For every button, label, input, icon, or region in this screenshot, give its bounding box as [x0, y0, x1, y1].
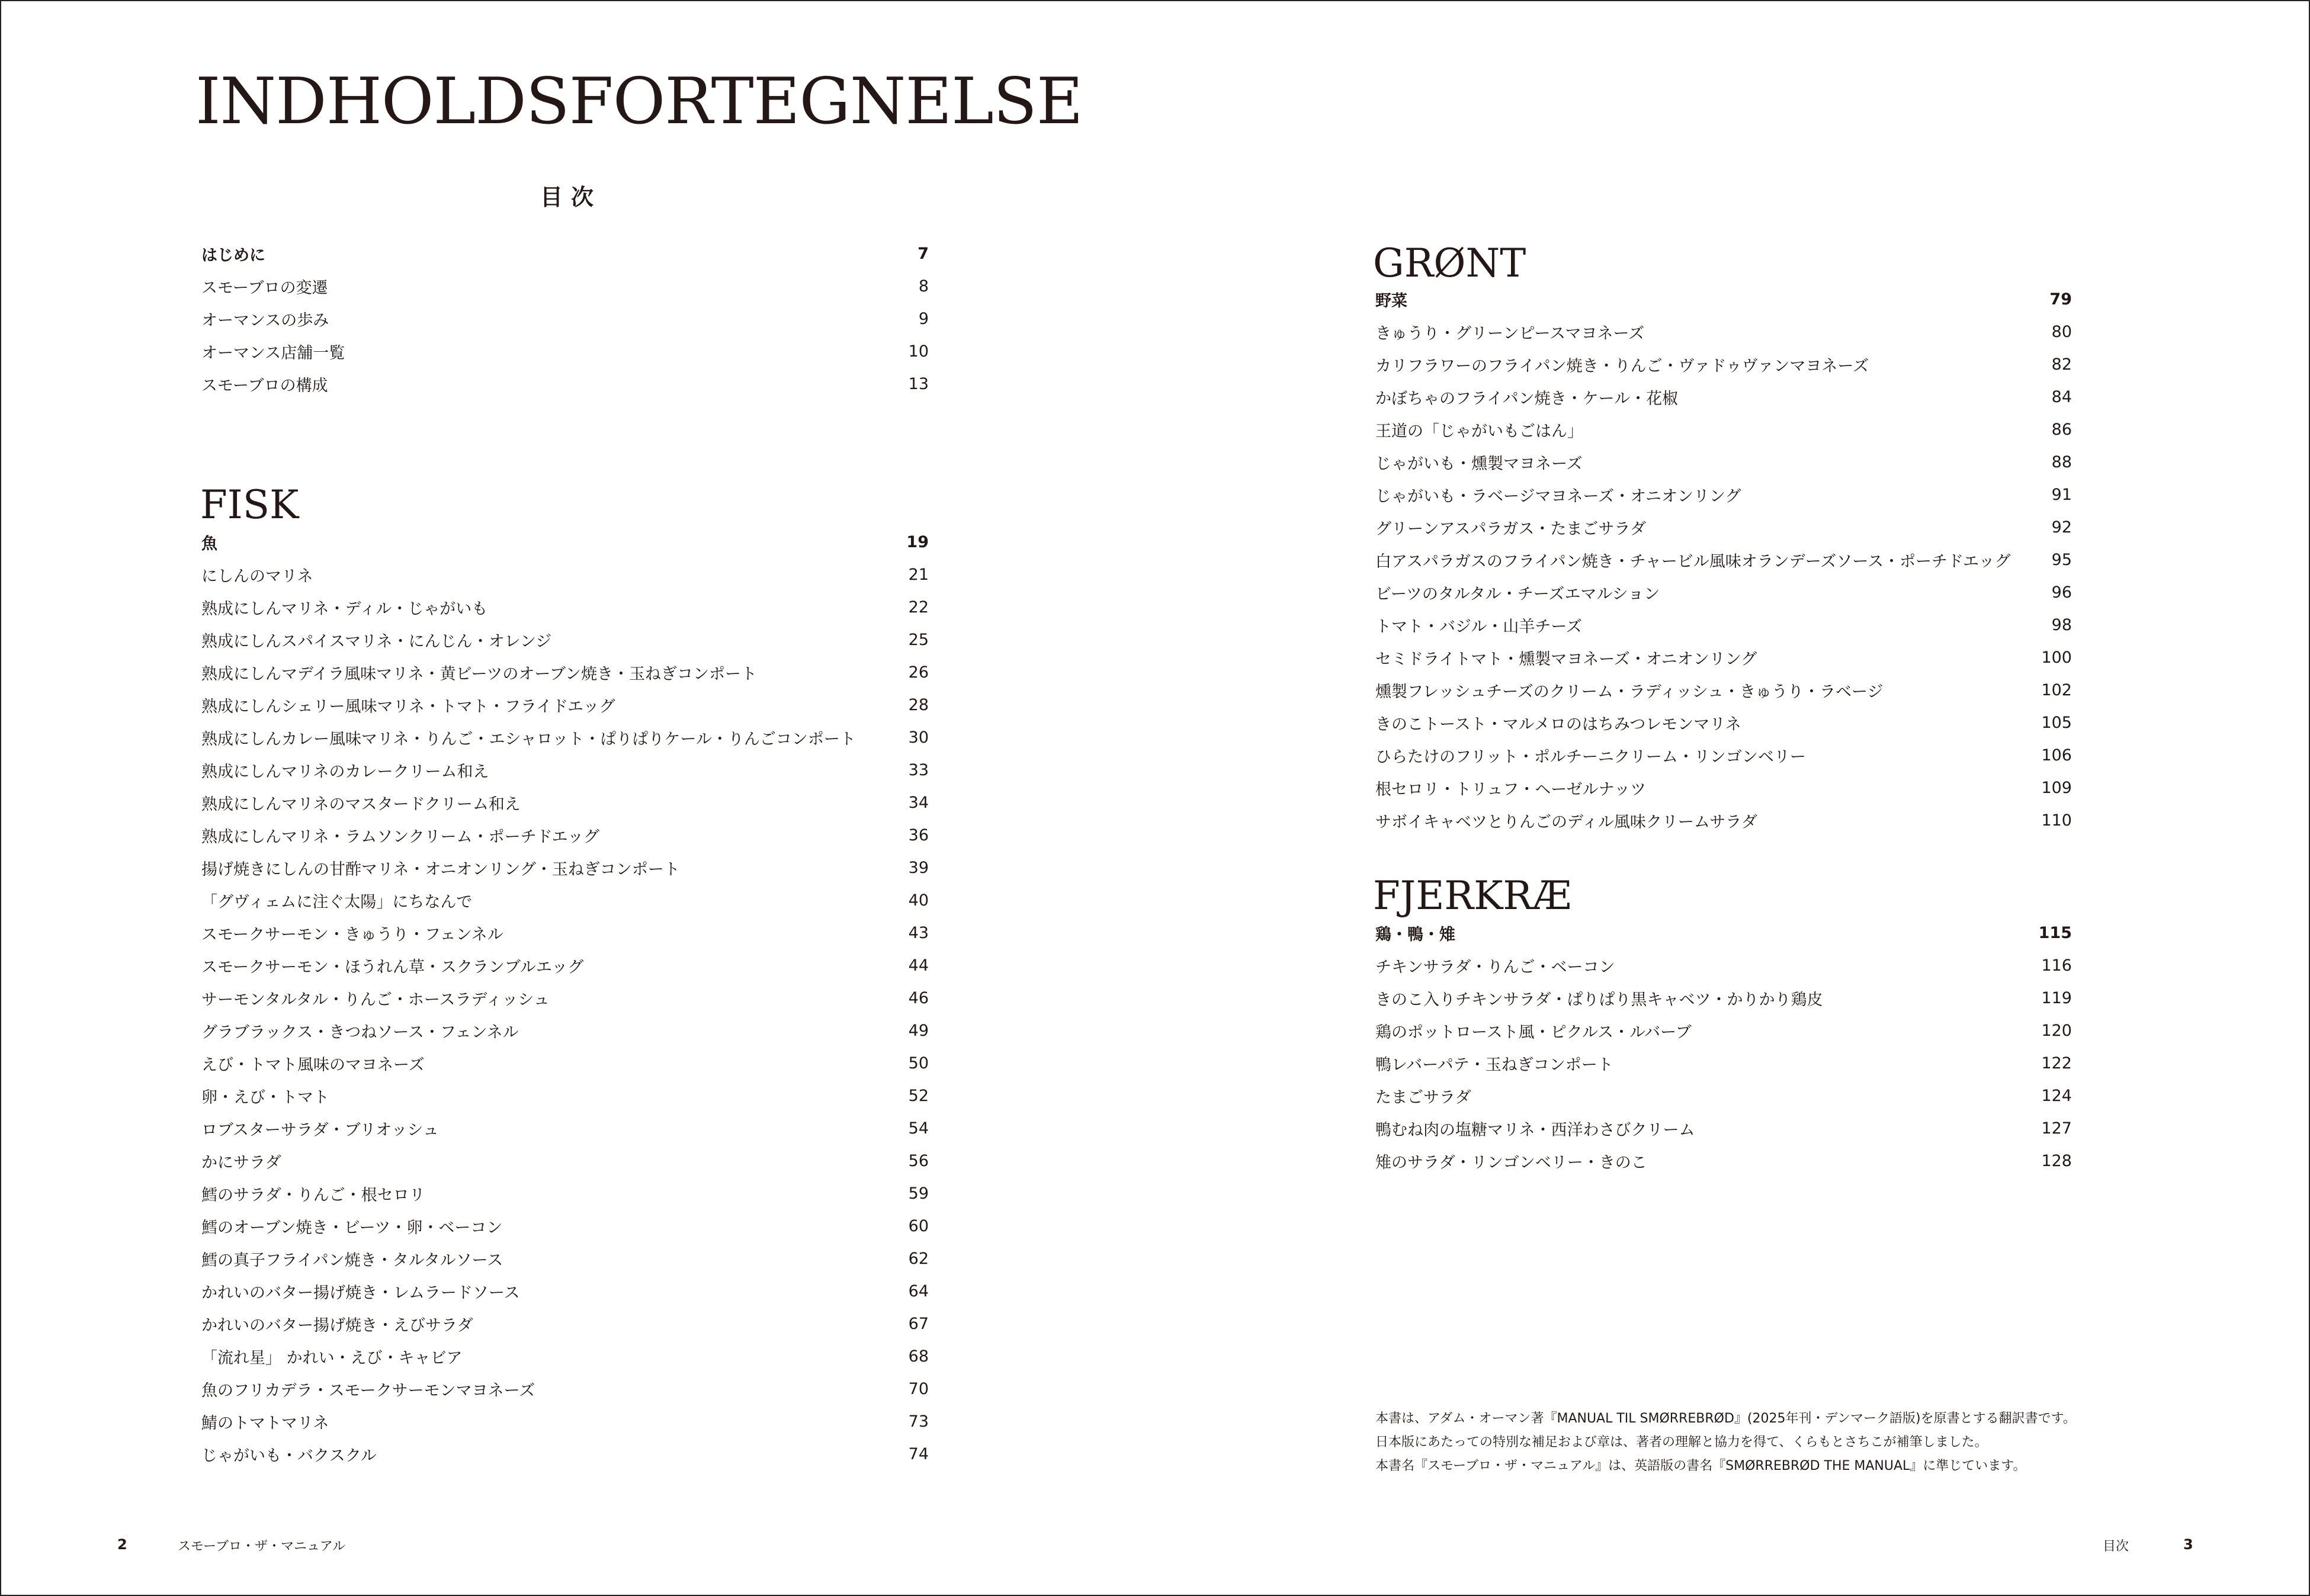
toc-entry — [201, 558, 929, 591]
left-page-number: 2 — [117, 1536, 127, 1553]
toc-entry-title: じゃがいも・ラベージマヨネーズ・オニオンリング — [1375, 487, 1741, 506]
toc-entry-title: じゃがいも・バクスクル — [201, 1447, 377, 1465]
toc-entry — [201, 1275, 929, 1308]
toc-entry — [201, 656, 929, 689]
toc-entry-page: 92 — [2051, 518, 2072, 537]
note-line: 本書は、アダム・オーマン著『MANUAL TIL SMØRREBRØD』(2025年刊・デンマーク語版)を原書とする翻訳書です。 — [1375, 1411, 2076, 1426]
toc-entry-title: にしんのマリネ — [201, 567, 313, 586]
toc-entry — [1375, 511, 2072, 544]
toc-entry-page: 79 — [2049, 290, 2072, 309]
toc-entry — [201, 1242, 929, 1275]
translation-note — [1375, 1407, 2076, 1478]
toc-entry — [1375, 949, 2072, 982]
toc-entry-page: 128 — [2041, 1152, 2072, 1170]
toc-entry — [1375, 674, 2072, 707]
toc-entry-title: 熟成にしんマリネ・ラムソンクリーム・ポーチドエッグ — [201, 828, 600, 846]
toc-entry-page: 44 — [908, 956, 929, 975]
toc-entry — [201, 1047, 929, 1080]
toc-entry-title: ロブスターサラダ・ブリオッシュ — [201, 1121, 439, 1139]
toc-entry — [201, 237, 929, 270]
toc-entry-page: 122 — [2041, 1054, 2072, 1072]
right-page-number: 3 — [2183, 1536, 2193, 1553]
toc-entry — [1375, 739, 2072, 772]
toc-entry — [1375, 283, 2072, 316]
toc-entry-page: 36 — [908, 826, 929, 844]
toc-entry — [201, 786, 929, 819]
note-line: 日本版にあたっての特別な補足および章は、著者の理解と協力を得て、くらもとさちこが補筆しました。 — [1375, 1435, 1988, 1450]
toc-entry-page: 10 — [908, 342, 929, 361]
toc-entry-page: 127 — [2041, 1119, 2072, 1138]
toc-entry — [201, 526, 929, 558]
toc-entry-title: グラブラックス・きつねソース・フェンネル — [201, 1023, 519, 1042]
toc-entry-title: ビーツのタルタル・チーズエマルション — [1375, 585, 1660, 603]
toc-entry-title: 熟成にしんマデイラ風味マリネ・黄ビーツのオーブン焼き・玉ねぎコンポート — [201, 665, 757, 683]
toc-entry-page: 33 — [908, 761, 929, 779]
toc-entry-page: 110 — [2041, 811, 2072, 830]
toc-entry — [201, 368, 929, 400]
toc-entry-title: 熟成にしんマリネ・ディル・じゃがいも — [201, 600, 488, 618]
toc-entry-title: オーマンスの歩み — [201, 312, 329, 330]
toc-entry-page: 46 — [908, 989, 929, 1007]
fisk-toc-list — [201, 526, 929, 1470]
toc-entry-title: 魚のフリカデラ・スモークサーモンマヨネーズ — [201, 1382, 535, 1400]
toc-entry-page: 67 — [908, 1315, 929, 1333]
toc-entry-page: 22 — [908, 598, 929, 616]
toc-entry-page: 54 — [908, 1119, 929, 1138]
toc-entry-page: 13 — [908, 375, 929, 393]
toc-entry-page: 124 — [2041, 1087, 2072, 1105]
toc-entry-title: かれいのバター揚げ焼き・レムラードソース — [201, 1284, 520, 1302]
toc-entry-page: 34 — [908, 794, 929, 812]
toc-entry-page: 30 — [908, 728, 929, 747]
toc-entry-title: 魚 — [201, 535, 217, 553]
toc-entry-page: 8 — [918, 277, 929, 296]
toc-entry-title: 「流れ星」 かれい・えび・キャビア — [201, 1349, 463, 1367]
toc-entry — [201, 624, 929, 656]
toc-entry — [1375, 1112, 2072, 1145]
toc-entry-page: 62 — [908, 1250, 929, 1268]
toc-entry — [1375, 609, 2072, 641]
toc-entry-title: 卵・えび・トマト — [201, 1088, 329, 1107]
toc-entry-title: 根セロリ・トリュフ・ヘーゼルナッツ — [1375, 781, 1647, 799]
toc-entry — [201, 982, 929, 1014]
toc-entry-title: スモーブロの構成 — [201, 377, 328, 395]
toc-entry-page: 95 — [2051, 551, 2072, 569]
left-running-header: スモーブロ・ザ・マニュアル — [178, 1539, 346, 1554]
toc-entry-page: 105 — [2041, 714, 2072, 732]
toc-entry — [1375, 804, 2072, 837]
toc-entry-page: 86 — [2051, 420, 2072, 439]
toc-entry — [201, 917, 929, 949]
toc-entry-title: スモークサーモン・きゅうり・フェンネル — [201, 926, 503, 944]
toc-entry — [201, 270, 929, 303]
toc-entry-page: 91 — [2051, 486, 2072, 504]
toc-entry — [1375, 1145, 2072, 1177]
toc-entry-page: 39 — [908, 859, 929, 877]
toc-entry-title: 王道の「じゃがいもごはん」 — [1375, 422, 1583, 441]
toc-entry-page: 43 — [908, 924, 929, 942]
toc-entry-page: 96 — [2051, 583, 2072, 602]
toc-entry-title: かれいのバター揚げ焼き・えびサラダ — [201, 1316, 473, 1335]
intro-toc-list — [201, 237, 929, 400]
toc-entry — [1375, 446, 2072, 479]
toc-entry — [1375, 544, 2072, 576]
toc-entry — [1375, 316, 2072, 348]
toc-entry — [1375, 1047, 2072, 1080]
toc-entry — [1375, 348, 2072, 381]
section-heading-fjerkrae: FJERKRÆ — [1373, 873, 1572, 919]
toc-entry-page: 82 — [2051, 355, 2072, 374]
toc-entry-page: 59 — [908, 1184, 929, 1203]
toc-entry-page: 64 — [908, 1282, 929, 1300]
toc-entry-title: スモーブロの変遷 — [201, 279, 328, 297]
toc-entry — [1375, 917, 2072, 949]
toc-entry-title: じゃがいも・燻製マヨネーズ — [1375, 455, 1583, 473]
toc-entry — [201, 591, 929, 624]
toc-entry — [1375, 381, 2072, 413]
toc-entry-title: かぼちゃのフライパン焼き・ケール・花椒 — [1375, 390, 1679, 408]
toc-entry-title: 鴨むね肉の塩糖マリネ・西洋わさびクリーム — [1375, 1121, 1695, 1139]
toc-entry-title: 熟成にしんシェリー風味マリネ・トマト・フライドエッグ — [201, 698, 615, 716]
toc-entry-title: かにサラダ — [201, 1154, 281, 1172]
toc-entry-title: チキンサラダ・りんご・ベーコン — [1375, 958, 1615, 977]
toc-entry — [1375, 479, 2072, 511]
toc-entry — [201, 335, 929, 368]
toc-entry — [201, 1308, 929, 1340]
toc-entry — [201, 721, 929, 754]
toc-entry-page: 106 — [2041, 746, 2072, 765]
toc-entry — [201, 1080, 929, 1112]
toc-entry-title: 鱈のオーブン焼き・ビーツ・卵・ベーコン — [201, 1219, 503, 1237]
section-heading-gront: GRØNT — [1373, 240, 1526, 286]
toc-entry-page: 73 — [908, 1412, 929, 1431]
toc-entry-title: たまごサラダ — [1375, 1088, 1471, 1107]
toc-entry — [201, 949, 929, 982]
toc-entry-title: サボイキャベツとりんごのディル風味クリームサラダ — [1375, 813, 1758, 831]
toc-entry — [201, 1177, 929, 1210]
toc-entry — [1375, 1014, 2072, 1047]
toc-entry-title: 鱈のサラダ・りんご・根セロリ — [201, 1186, 425, 1205]
toc-entry-title: 野菜 — [1375, 292, 1407, 310]
toc-entry-page: 50 — [908, 1054, 929, 1072]
toc-entry-page: 21 — [908, 566, 929, 584]
toc-entry-page: 49 — [908, 1022, 929, 1040]
toc-entry-title: はじめに — [201, 246, 265, 265]
toc-entry-page: 28 — [908, 696, 929, 714]
section-heading-fisk: FISK — [200, 482, 299, 528]
toc-entry-page: 60 — [908, 1217, 929, 1235]
toc-entry-page: 70 — [908, 1380, 929, 1398]
toc-entry-page: 119 — [2041, 989, 2072, 1007]
right-page — [1155, 0, 2310, 1596]
toc-entry-title: サーモンタルタル・りんご・ホースラディッシュ — [201, 991, 550, 1009]
gront-toc-list — [1375, 283, 2072, 837]
page-title: INDHOLDSFORTEGNELSE — [195, 65, 1083, 139]
toc-entry — [1375, 772, 2072, 804]
toc-entry-page: 52 — [908, 1087, 929, 1105]
toc-entry-page: 88 — [2051, 453, 2072, 471]
toc-entry-page: 7 — [917, 245, 929, 263]
fjerkrae-toc-list — [1375, 917, 2072, 1177]
toc-entry — [1375, 982, 2072, 1014]
toc-entry-title: 雉のサラダ・リンゴンベリー・きのこ — [1375, 1154, 1647, 1172]
toc-entry — [1375, 1080, 2072, 1112]
toc-entry — [1375, 707, 2072, 739]
toc-entry-page: 100 — [2041, 648, 2072, 667]
toc-entry-title: 燻製フレッシュチーズのクリーム・ラディッシュ・きゅうり・ラベージ — [1375, 683, 1884, 701]
toc-entry-page: 98 — [2051, 616, 2072, 634]
toc-entry — [201, 689, 929, 721]
toc-entry — [201, 1145, 929, 1177]
toc-entry-title: カリフラワーのフライパン焼き・りんご・ヴァドゥヴァンマヨネーズ — [1375, 357, 1869, 375]
toc-entry — [1375, 576, 2072, 609]
toc-entry-page: 116 — [2041, 956, 2072, 975]
toc-entry-page: 26 — [908, 663, 929, 682]
toc-entry-title: 鶏・鴨・雉 — [1375, 926, 1455, 944]
toc-entry — [201, 1340, 929, 1373]
toc-entry-title: きのこトースト・マルメロのはちみつレモンマリネ — [1375, 715, 1741, 734]
toc-entry-page: 80 — [2051, 323, 2072, 341]
toc-entry-page: 109 — [2041, 779, 2072, 797]
toc-entry — [201, 1405, 929, 1438]
toc-entry-title: 熟成にしんカレー風味マリネ・りんご・エシャロット・ぱりぱりケール・りんごコンポート — [201, 730, 856, 749]
toc-entry-title: 熟成にしんマリネのマスタードクリーム和え — [201, 795, 521, 814]
toc-entry-title: オーマンス店舗一覧 — [201, 344, 345, 362]
toc-entry-title: 揚げ焼きにしんの甘酢マリネ・オニオンリング・玉ねぎコンポート — [201, 860, 680, 879]
toc-entry-page: 56 — [908, 1152, 929, 1170]
toc-entry — [1375, 413, 2072, 446]
toc-entry-title: セミドライトマト・燻製マヨネーズ・オニオンリング — [1375, 650, 1757, 669]
toc-entry-page: 102 — [2041, 681, 2072, 699]
toc-entry-title: トマト・バジル・山羊チーズ — [1375, 618, 1582, 636]
right-running-header: 目次 — [2103, 1539, 2129, 1554]
toc-entry-page: 68 — [908, 1347, 929, 1366]
toc-entry-title: ひらたけのフリット・ポルチーニクリーム・リンゴンベリー — [1375, 748, 1806, 766]
toc-entry — [201, 1373, 929, 1405]
toc-entry-title: きのこ入りチキンサラダ・ぱりぱり黒キャベツ・かりかり鶏皮 — [1375, 991, 1823, 1009]
toc-entry-title: スモークサーモン・ほうれん草・スクランブルエッグ — [201, 958, 584, 977]
toc-entry — [201, 1210, 929, 1242]
toc-entry — [201, 1438, 929, 1470]
toc-entry-title: 鶏のポットロースト風・ピクルス・ルバーブ — [1375, 1023, 1692, 1042]
toc-entry — [201, 819, 929, 852]
toc-entry-title: 鴨レバーパテ・玉ねぎコンポート — [1375, 1056, 1613, 1074]
toc-entry-page: 74 — [908, 1445, 929, 1463]
toc-entry-title: 鱈の真子フライパン焼き・タルタルソース — [201, 1251, 503, 1270]
toc-entry-page: 19 — [906, 533, 929, 551]
toc-entry-title: えび・トマト風味のマヨネーズ — [201, 1056, 425, 1074]
toc-entry-page: 84 — [2051, 388, 2072, 406]
toc-entry-title: 「グヴィェムに注ぐ太陽」にちなんで — [201, 893, 473, 911]
toc-entry — [201, 1112, 929, 1145]
toc-entry — [201, 884, 929, 917]
toc-entry-page: 120 — [2041, 1022, 2072, 1040]
note-line: 本書名『スモーブロ・ザ・マニュアル』は、英語版の書名『SMØRREBRØD THE MANUAL』に準じています。 — [1375, 1459, 2026, 1473]
toc-entry — [201, 1014, 929, 1047]
toc-entry-title: 白アスパラガスのフライパン焼き・チャービル風味オランデーズソース・ポーチドエッグ — [1375, 553, 2011, 571]
toc-entry-title: きゅうり・グリーンピースマヨネーズ — [1375, 325, 1645, 343]
toc-entry-page: 25 — [908, 631, 929, 649]
toc-entry — [201, 754, 929, 786]
toc-entry — [201, 303, 929, 335]
toc-entry-title: 熟成にしんマリネのカレークリーム和え — [201, 763, 489, 781]
toc-entry-title: 熟成にしんスパイスマリネ・にんじん・オレンジ — [201, 632, 552, 651]
toc-entry — [1375, 641, 2072, 674]
toc-entry-title: グリーンアスパラガス・たまごサラダ — [1375, 520, 1647, 538]
toc-entry-page: 40 — [908, 891, 929, 910]
page-subtitle: 目次 — [540, 184, 602, 210]
toc-entry-title: 鯖のトマトマリネ — [201, 1414, 329, 1433]
toc-entry-page: 9 — [918, 310, 929, 328]
toc-entry-page: 115 — [2038, 924, 2072, 942]
toc-entry — [201, 852, 929, 884]
